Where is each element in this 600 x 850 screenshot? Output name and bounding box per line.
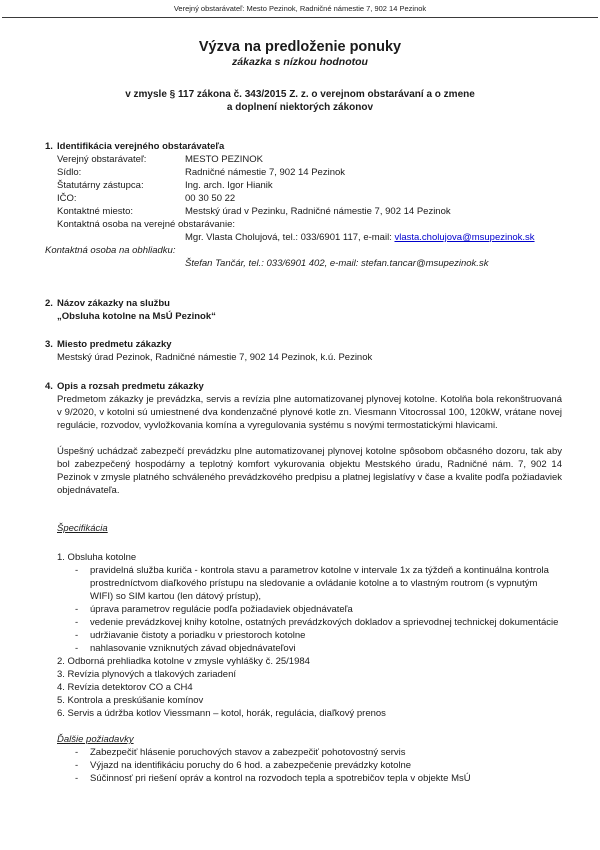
spec-item-1: 1. Obsluha kotolne: [57, 552, 137, 563]
bullet-dash: -: [75, 760, 79, 771]
bullet-text: Výjazd na identifikáciu poruchy do 6 hod. a zabezpečenie prevádzky kotolne: [90, 760, 412, 771]
spec-bullet: [57, 642, 562, 655]
contact-person-label: Kontaktná osoba na verejné obstarávanie:: [57, 219, 235, 230]
spec-item-2: 2. Odborná prehliadka kotolne v zmysle vyhlášky č. 25/1984: [57, 656, 310, 667]
inspection-person-line: Štefan Tančár, tel.: 033/6901 402, e-mail: stefan.tancar@msupezinok.sk: [185, 258, 489, 269]
contract-name-value: „Obsluha kotolne na MsÚ Pezinok“: [57, 311, 216, 322]
legal-reference: [0, 88, 600, 114]
row-label: Kontaktné miesto:: [57, 206, 134, 217]
row-value: 00 30 50 22: [185, 193, 236, 204]
bullet-dash: -: [75, 604, 79, 615]
section-heading: Názov zákazky na službu: [57, 298, 170, 309]
row-label: Sídlo:: [57, 167, 82, 178]
additional-bullet: [57, 772, 562, 785]
legal-line-1: v zmysle § 117 zákona č. 343/2015 Z. z. o verejnom obstarávaní a o zmene: [125, 89, 475, 100]
bullet-text: úprava parametrov regulácie podľa požiadaviek objednávateľa: [90, 604, 353, 615]
header-rule: [2, 17, 598, 18]
section-description: [45, 380, 562, 785]
contact-person-text: Mgr. Vlasta Cholujová, tel.: 033/6901 117, e-mail:: [185, 232, 395, 243]
section-number: 1.: [45, 141, 53, 152]
spec-bullet: [57, 616, 562, 629]
bullet-dash: -: [75, 565, 79, 576]
bullet-text: Súčinnosť pri riešení opráv a kontrol na rozvodoch tepla a spotrebičov tepla v objekte MsÚ: [90, 773, 471, 784]
row-authority: [57, 153, 562, 166]
place-value: Mestský úrad Pezinok, Radničné námestie 7, 902 14 Pezinok, k.ú. Pezinok: [57, 352, 373, 363]
document-subtitle: zákazka s nízkou hodnotou: [232, 56, 368, 68]
additional-bullet: [57, 759, 562, 772]
row-label: Štatutárny zástupca:: [57, 180, 144, 191]
bullet-text: vedenie prevádzkovej knihy kotolne, ostatných prevádzkových dokladov a sprievodnej technickej dokumentácie: [90, 617, 559, 628]
inspection-person-label: Kontaktná osoba na obhliadku:: [45, 245, 176, 256]
description-paragraph-1: Predmetom zákazky je prevádzka, servis a revízia plne automatizovanej plynovej kotolne. Kotolňa bola rekonštruovaná v 9/2020, v kotolni sú umiestnené dva kondenzačné plynové kotle zn. Viesmann Vitocrossal 100, 120kW, vrátane novej regulácie, rozvodov, vyvložkovania komína a vyregulovania systému s novými termostatickými hlavicami.: [57, 394, 562, 431]
section-identification: [45, 140, 562, 270]
row-representative: [57, 179, 562, 192]
bullet-text: nahlasovanie vzniknutých závad objednávateľovi: [90, 643, 296, 654]
spec-item-4: 4. Revízia detektorov CO a CH4: [57, 682, 193, 693]
specification-list: [57, 551, 562, 720]
legal-line-2: a doplnení niektorých zákonov: [226, 102, 374, 113]
bullet-dash: -: [75, 747, 79, 758]
additional-bullet: [57, 746, 562, 759]
description-paragraph-2: Úspešný uchádzač zabezpečí prevádzku plne automatizovanej plynovej kotolne spôsobom občasného dozoru, tak aby bol zabezpečený hospodárny a teplotný komfort vykurovania objektu Mestského úradu, Radničné nám. 7, 902 14 Pezinok v zmysle platného schváleného prevádzkového predpisu a platnej legislatívy v čase a kvalite podľa požiadaviek objednávateľa.: [57, 446, 562, 496]
spec-item-5: 5. Kontrola a preskúšanie komínov: [57, 695, 204, 706]
bullet-dash: -: [75, 617, 79, 628]
bullet-dash: -: [75, 773, 79, 784]
section-number: 2.: [45, 298, 53, 309]
bullet-dash: -: [75, 643, 79, 654]
additional-requirements-heading: Ďalšie požiadavky: [57, 734, 134, 745]
bullet-dash: -: [75, 630, 79, 641]
spec-bullet: [57, 564, 562, 603]
row-address: [57, 166, 562, 179]
row-ico: [57, 192, 562, 205]
bullet-text: Zabezpečiť hlásenie poruchových stavov a zabezpečiť pohotovostný servis: [90, 747, 406, 758]
additional-requirements-list: [57, 746, 562, 785]
row-contact-place: [57, 205, 562, 218]
row-value: MESTO PEZINOK: [185, 154, 263, 165]
row-value: Ing. arch. Igor Hianik: [185, 180, 273, 191]
section-heading: Identifikácia verejného obstarávateľa: [57, 141, 225, 152]
row-label: Verejný obstarávateľ:: [57, 154, 147, 165]
section-heading: Opis a rozsah predmetu zákazky: [57, 381, 204, 392]
page-header-line: Verejný obstarávateľ: Mesto Pezinok, Radničné námestie 7, 902 14 Pezinok: [173, 4, 427, 13]
spec-item-6: 6. Servis a údržba kotlov Viessmann – kotol, horák, regulácia, diaľkový prenos: [57, 708, 386, 719]
section-contract-name: [45, 297, 562, 323]
section-number: 3.: [45, 339, 53, 350]
row-value: Radničné námestie 7, 902 14 Pezinok: [185, 167, 346, 178]
section-heading: Miesto predmetu zákazky: [57, 339, 172, 350]
spec-bullet: [57, 603, 562, 616]
row-value: Mestský úrad v Pezinku, Radničné námestie 7, 902 14 Pezinok: [185, 206, 451, 217]
section-place: [45, 338, 562, 364]
contact-email-link[interactable]: vlasta.cholujova@msupezinok.sk: [394, 232, 535, 243]
contact-person-line: [185, 231, 562, 244]
specification-heading: Špecifikácia: [57, 523, 108, 534]
section-number: 4.: [45, 381, 53, 392]
document-title: Výzva na predloženie ponuky: [198, 39, 402, 55]
bullet-text: udržiavanie čistoty a poriadku v priestoroch kotolne: [90, 630, 306, 641]
row-label: IČO:: [57, 193, 77, 204]
spec-item-3: 3. Revízia plynových a tlakových zariadení: [57, 669, 237, 680]
bullet-text: pravidelná služba kuriča - kontrola stavu a parametrov kotolne v intervale 1x za týždeň a kontinuálna kontrola prostredníctvom diaľkového prístupu na sledovanie a ovládanie kotolne a to vlastným routrom (s vypnutým WIFI) so SIM kartou (len dátový prístup),: [90, 565, 549, 602]
spec-bullet: [57, 629, 562, 642]
